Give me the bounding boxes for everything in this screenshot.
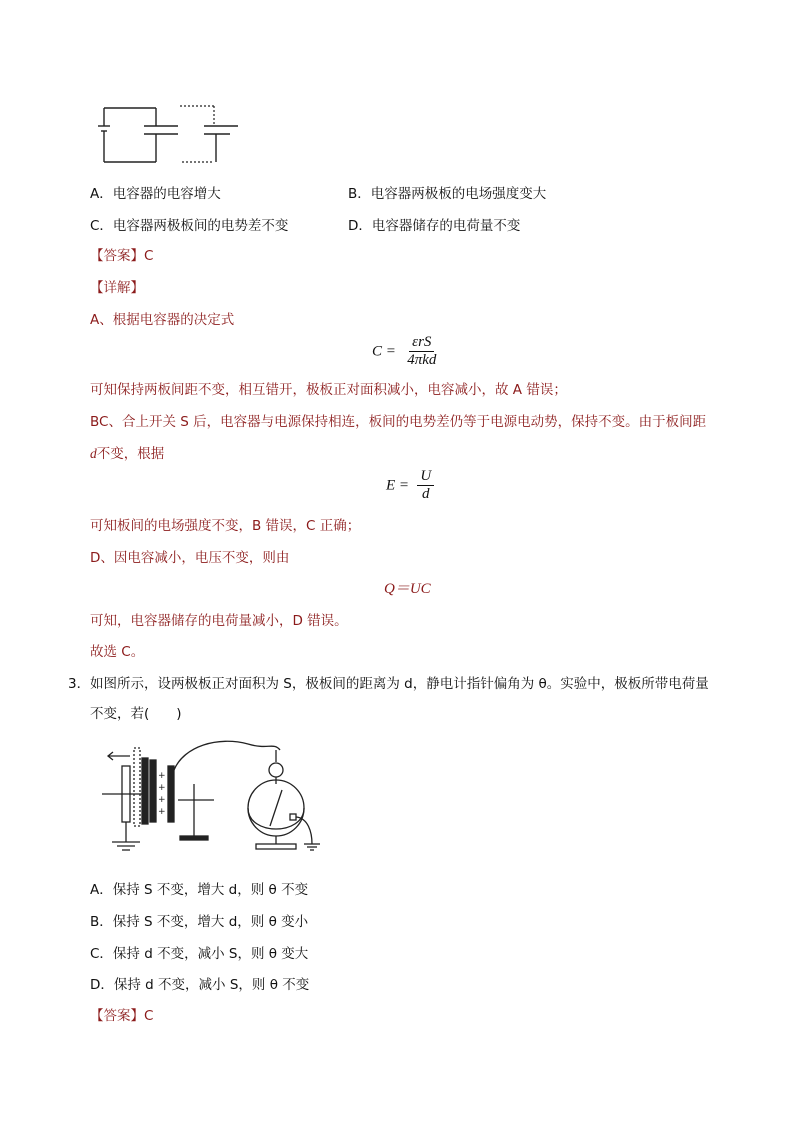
q3-option-c: C．保持 d 不变，减小 S，则 θ 变大 — [90, 946, 309, 962]
detail-line-3: BC、合上开关 S 后，电容器与电源保持相连，板间的电势差仍等于电源电动势，保持不变。由于板间距 — [90, 414, 707, 430]
q3-answer-value: C — [144, 1008, 154, 1024]
detail-line-2: 可知保持两板间距不变，相互错开，极板正对面积减小，电容减小，故 A 错误； — [90, 382, 567, 398]
detail-line-4 — [90, 444, 164, 464]
svg-text:+: + — [158, 807, 166, 817]
q3-option-d: D．保持 d 不变，减小 S，则 θ 不变 — [90, 977, 310, 993]
detail-label: 【详解】 — [90, 280, 144, 296]
formula2-fraction — [417, 468, 434, 503]
q3-answer-line — [90, 1006, 153, 1026]
option-c: C．电容器两极板间的电势差不变 — [90, 218, 289, 234]
formula2-lhs: E = — [386, 477, 410, 494]
question-stem-1: 如图所示，设两极板正对面积为 S，极板间的距离为 d，静电计指针偏角为 θ。实验中，极板所带电荷量 — [90, 676, 709, 692]
answer-value: C — [144, 248, 154, 264]
answer-line — [90, 246, 153, 266]
svg-text:+: + — [158, 771, 166, 781]
detail-line-8: 故选 C。 — [90, 644, 145, 660]
q3-option-a: A．保持 S 不变，增大 d，则 θ 不变 — [90, 882, 309, 898]
svg-text:+: + — [158, 795, 166, 805]
formula-fraction — [404, 334, 439, 369]
formula-numerator: εrS — [409, 334, 434, 352]
question-stem-2: 不变，若( ) — [90, 706, 182, 722]
option-b: B．电容器两极板的电场强度变大 — [348, 186, 547, 202]
detail-line-5: 可知板间的电场强度不变，B 错误，C 正确； — [90, 518, 361, 534]
circuit-diagram — [92, 100, 242, 170]
q3-answer-label: 【答案】 — [90, 1008, 144, 1024]
formula-capacitance — [372, 334, 439, 369]
q3-option-b: B．保持 S 不变，增大 d，则 θ 变小 — [90, 914, 309, 930]
svg-text:+: + — [158, 783, 166, 793]
answer-label: 【答案】 — [90, 248, 144, 264]
variable-d: d — [90, 446, 97, 461]
option-d: D．电容器储存的电荷量不变 — [348, 218, 521, 234]
detail-line-7: 可知，电容器储存的电荷量减小，D 错误。 — [90, 613, 348, 629]
formula-field — [386, 468, 434, 503]
formula2-numerator: U — [417, 468, 434, 486]
formula-denominator: 4πkd — [407, 352, 437, 368]
detail-line-6: D、因电容减小，电压不变，则由 — [90, 550, 290, 566]
detail-line-4-text: 不变，根据 — [96, 446, 165, 462]
formula-charge: Q＝UC — [384, 581, 431, 597]
electroscope-diagram — [98, 736, 328, 862]
formula-lhs: C = — [372, 343, 396, 360]
formula2-denominator: d — [422, 486, 430, 502]
detail-line-1: A、根据电容器的决定式 — [90, 312, 235, 328]
question-number: 3． — [68, 676, 91, 692]
option-a: A．电容器的电容增大 — [90, 186, 221, 202]
